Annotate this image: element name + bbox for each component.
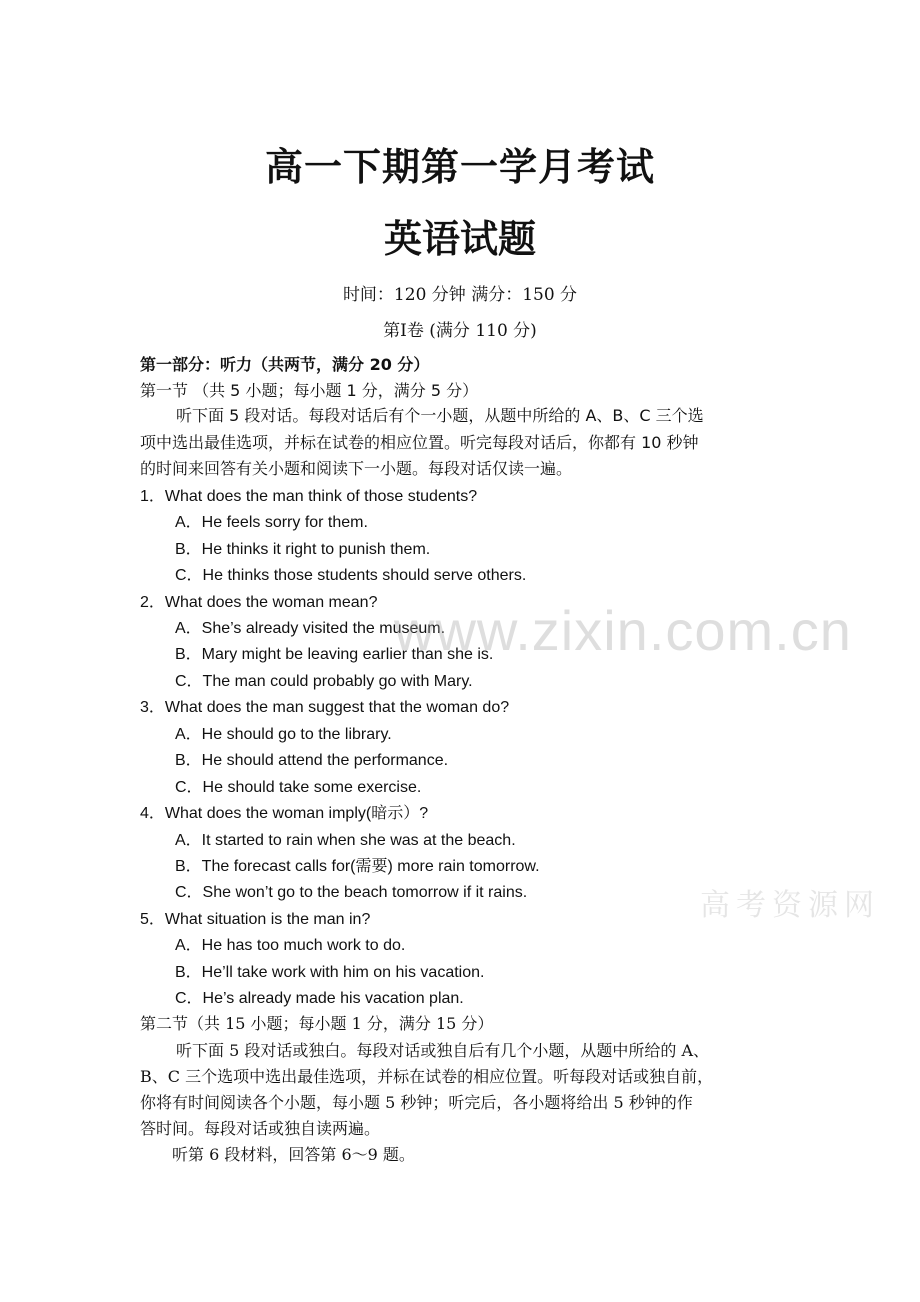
- question-2-option-a: A．She’s already visited the museum.: [175, 620, 446, 637]
- question-3-option-a: A．He should go to the library.: [175, 726, 392, 743]
- question-1: 1．What does the man think of those students?: [140, 488, 478, 505]
- section2-instruction-line: 你将有时间阅读各个小题，每小题 5 秒钟；听完后，各小题将给出 5 秒钟的作: [140, 1093, 693, 1112]
- section2-heading: 第二节（共 15 小题；每小题 1 分，满分 15 分）: [140, 1014, 494, 1033]
- question-1-option-c: C．He thinks those students should serve others.: [175, 567, 527, 584]
- question-2-option-b: B．Mary might be leaving earlier than she is.: [175, 646, 494, 663]
- volume-heading: 第Ⅰ卷 (满分 110 分): [383, 321, 537, 341]
- corner-watermark: 高考资源网: [700, 888, 880, 923]
- section2-instruction-line: B、C 三个选项中选出最佳选项，并标在试卷的相应位置。听每段对话或独自前，: [140, 1067, 714, 1086]
- question-4: 4．What does the woman imply(暗示）?: [140, 805, 429, 822]
- exam-time-score: 时间：120 分钟 满分：150 分: [342, 285, 578, 305]
- question-4-option-a: A．It started to rain when she was at the beach.: [175, 832, 516, 849]
- part1-heading: 第一部分：听力（共两节，满分 20 分）: [140, 355, 430, 374]
- question-5-option-b: B．He’ll take work with him on his vacation.: [175, 964, 485, 981]
- exam-title: 高一下期第一学月考试: [264, 145, 655, 189]
- section2-instruction-line: 听下面 5 段对话或独白。每段对话或独自后有几个小题，从题中所给的 A、: [176, 1041, 709, 1060]
- section1-instruction-line: 项中选出最佳选项，并标在试卷的相应位置。听完每段对话后，你都有 10 秒钟: [140, 433, 699, 452]
- section2-instruction-line: 答时间。每段对话或独自读两遍。: [140, 1119, 381, 1138]
- question-2-option-c: C．The man could probably go with Mary.: [175, 673, 473, 690]
- question-1-option-b: B．He thinks it right to punish them.: [175, 541, 431, 558]
- section1-instruction-line: 听下面 5 段对话。每段对话后有个一小题，从题中所给的 A、B、C 三个选: [176, 406, 704, 425]
- question-2: 2．What does the woman mean?: [140, 594, 378, 611]
- listen-6-instruction: 听第 6 段材料，回答第 6～9 题。: [172, 1145, 415, 1164]
- question-4-option-c: C．She won’t go to the beach tomorrow if it rains.: [175, 884, 528, 901]
- site-watermark: www.zixin.com.cn: [394, 599, 852, 662]
- section1-instruction-line: 的时间来回答有关小题和阅读下一小题。每段对话仅读一遍。: [140, 459, 573, 478]
- question-3-option-b: B．He should attend the performance.: [175, 752, 449, 769]
- section1-heading: 第一节 （共 5 小题；每小题 1 分，满分 5 分）: [140, 381, 479, 400]
- question-5-option-c: C．He’s already made his vacation plan.: [175, 990, 464, 1007]
- exam-subtitle: 英语试题: [383, 217, 536, 261]
- question-4-option-b: B．The forecast calls for(需要) more rain tomorrow.: [175, 858, 540, 875]
- question-5-option-a: A．He has too much work to do.: [175, 937, 406, 954]
- question-1-option-a: A．He feels sorry for them.: [175, 514, 368, 531]
- question-3: 3．What does the man suggest that the woman do?: [140, 699, 510, 716]
- question-5: 5．What situation is the man in?: [140, 911, 371, 928]
- question-3-option-c: C．He should take some exercise.: [175, 779, 422, 796]
